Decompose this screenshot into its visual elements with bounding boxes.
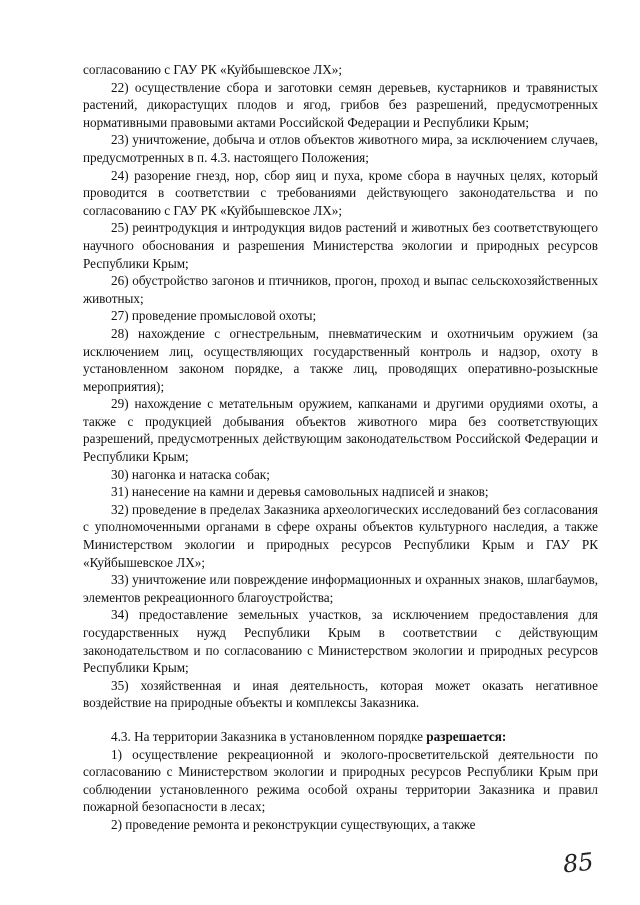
list-item-28: 28) нахождение с огнестрельным, пневматическим и охотничьим оружием (за исключением лиц, осуществляющих государственный контроль и надзор, охоту в установленном законом порядке, а также лиц, проводящих оперативно-розыскные мероприятия);: [83, 325, 598, 394]
list-item-22: 22) осуществление сбора и заготовки семян деревьев, кустарников и травянистых растений, дикорастущих плодов и ягод, грибов без разрешений, предусмотренных нормативными правовыми актами Российской Федерации и Республики Крым;: [83, 79, 598, 130]
list-item-27: 27) проведение промысловой охоты;: [111, 308, 317, 324]
list-item-31: 31) нанесение на камни и деревья самовольных надписей и знаков;: [111, 484, 489, 500]
list-item-34: 34) предоставление земельных участков, за исключением предоставления для государственных нужд Республики Крым в соответствии с действующим законодательством и по согласованию с Министерством экологии и природных ресурсов Республики Крым;: [83, 607, 598, 676]
permitted-item-1: 1) осуществление рекреационной и эколого-просветительской деятельности по согласованию с Министерством экологии и природных ресурсов Республики Крым при соблюдении установленного режима особой охраны территории Заказника и правил пожарной безопасности в лесах;: [83, 746, 598, 815]
list-item-25: 25) реинтродукция и интродукция видов растений и животных без соответствующего научного обоснования и разрешения Министерства экологии и природных ресурсов Республики Крым;: [83, 220, 598, 271]
list-item-24: 24) разорение гнезд, нор, сбор яиц и пуха, кроме сбора в научных целях, который проводится в соответствии с требованиями действующего законодательства и по согласованию с ГАУ РК «Куйбышевское ЛХ»;: [83, 167, 598, 218]
section-heading-emphasis: разрешается:: [426, 728, 507, 744]
list-item-33: 33) уничтожение или повреждение информационных и охранных знаков, шлагбаумов, элементов рекреационного благоустройства;: [83, 572, 598, 605]
list-item-29: 29) нахождение с метательным оружием, капканами и другими орудиями охоты, а также с продукцией добывания объектов животного мира без соответствующих разрешений, предусмотренных действующим законодательством Российской Федерации и Республики Крым;: [83, 396, 598, 465]
list-item-26: 26) обустройство загонов и птичников, прогон, проход и выпас сельскохозяйственных животных;: [83, 273, 598, 306]
permitted-item-2: 2) проведение ремонта и реконструкции существующих, а также: [111, 816, 476, 832]
section-heading-text: 4.3. На территории Заказника в установленном порядке: [111, 728, 427, 744]
list-item-23: 23) уничтожение, добыча и отлов объектов животного мира, за исключением случаев, предусмотренных в п. 4.3. настоящего Положения;: [83, 132, 598, 165]
section-gap: [83, 712, 598, 728]
handwritten-page-number: 85: [561, 847, 595, 879]
page-body: [83, 61, 598, 834]
list-item-30: 30) нагонка и натаска собак;: [111, 466, 270, 482]
section-heading: [83, 728, 598, 746]
list-item-32: 32) проведение в пределах Заказника археологических исследований без согласования с уполномоченными органами в сфере охраны объектов культурного наследия, а также Министерством экологии и природных ресурсов Республики Крым и ГАУ РК «Куйбышевское ЛХ»;: [83, 501, 598, 570]
list-item-35: 35) хозяйственная и иная деятельность, которая может оказать негативное воздействие на природные объекты и комплексы Заказника.: [83, 677, 598, 711]
paragraph-continuation: согласованию с ГАУ РК «Куйбышевское ЛХ»;: [83, 62, 342, 77]
